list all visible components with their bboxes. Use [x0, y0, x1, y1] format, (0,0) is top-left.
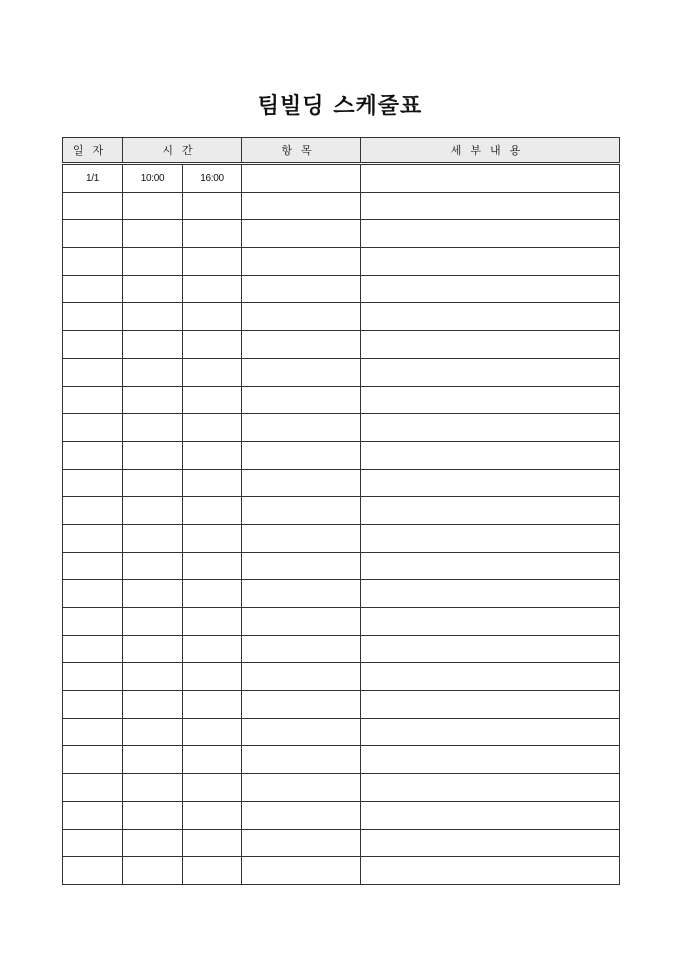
cell-date: [63, 331, 123, 359]
table-row: [63, 303, 620, 331]
cell-item: [242, 746, 361, 774]
table-row: [63, 164, 620, 193]
cell-details: [361, 441, 620, 469]
cell-item: [242, 192, 361, 220]
cell-start-time: [123, 746, 183, 774]
cell-start-time: [123, 275, 183, 303]
cell-item: [242, 580, 361, 608]
page-title: 팀빌딩 스케줄표: [257, 94, 423, 119]
table-row: [63, 691, 620, 719]
cell-item: [242, 331, 361, 359]
table-row: [63, 774, 620, 802]
cell-date: [63, 829, 123, 857]
cell-date: [63, 275, 123, 303]
table-row: [63, 608, 620, 636]
cell-date: [63, 552, 123, 580]
cell-start-time: [123, 524, 183, 552]
cell-end-time: [183, 524, 242, 552]
cell-date: [63, 220, 123, 248]
table-row: [63, 414, 620, 442]
schedule-table: [62, 137, 620, 885]
cell-item: [242, 220, 361, 248]
cell-start-time: [123, 358, 183, 386]
cell-item: [242, 303, 361, 331]
cell-date: [63, 441, 123, 469]
table-row: [63, 829, 620, 857]
cell-end-time: [183, 497, 242, 525]
table-row: [63, 331, 620, 359]
cell-start-time: [123, 829, 183, 857]
table-row: [63, 663, 620, 691]
cell-end-time: [183, 691, 242, 719]
cell-date: [63, 303, 123, 331]
cell-date: 1/1: [63, 164, 123, 193]
cell-date: [63, 414, 123, 442]
cell-details: [361, 469, 620, 497]
cell-end-time: [183, 469, 242, 497]
cell-start-time: [123, 718, 183, 746]
cell-item: [242, 497, 361, 525]
cell-end-time: [183, 857, 242, 885]
cell-item: [242, 469, 361, 497]
cell-item: [242, 524, 361, 552]
table-row: [63, 192, 620, 220]
cell-date: [63, 635, 123, 663]
cell-details: [361, 857, 620, 885]
cell-start-time: [123, 801, 183, 829]
cell-item: [242, 248, 361, 276]
cell-details: [361, 275, 620, 303]
cell-item: [242, 663, 361, 691]
cell-item: [242, 414, 361, 442]
cell-end-time: [183, 358, 242, 386]
cell-details: [361, 635, 620, 663]
cell-date: [63, 580, 123, 608]
cell-item: [242, 164, 361, 193]
cell-start-time: [123, 497, 183, 525]
cell-date: [63, 801, 123, 829]
table-row: [63, 524, 620, 552]
cell-end-time: [183, 718, 242, 746]
cell-details: [361, 774, 620, 802]
cell-end-time: [183, 192, 242, 220]
cell-end-time: [183, 580, 242, 608]
cell-date: [63, 497, 123, 525]
table-row: [63, 386, 620, 414]
cell-details: [361, 580, 620, 608]
table-row: [63, 220, 620, 248]
cell-start-time: [123, 469, 183, 497]
cell-date: [63, 358, 123, 386]
cell-details: [361, 358, 620, 386]
cell-item: [242, 635, 361, 663]
cell-end-time: [183, 248, 242, 276]
table-row: [63, 857, 620, 885]
cell-details: [361, 331, 620, 359]
cell-details: [361, 746, 620, 774]
cell-start-time: [123, 414, 183, 442]
cell-end-time: [183, 663, 242, 691]
cell-start-time: [123, 552, 183, 580]
header-details: 세부내용: [361, 138, 620, 164]
cell-details: [361, 220, 620, 248]
cell-details: [361, 691, 620, 719]
cell-start-time: [123, 303, 183, 331]
cell-start-time: [123, 220, 183, 248]
cell-date: [63, 386, 123, 414]
cell-end-time: [183, 829, 242, 857]
cell-item: [242, 608, 361, 636]
cell-start-time: [123, 386, 183, 414]
cell-start-time: [123, 192, 183, 220]
cell-start-time: [123, 857, 183, 885]
header-row: [63, 138, 620, 164]
table-row: [63, 801, 620, 829]
table-row: [63, 635, 620, 663]
cell-end-time: [183, 303, 242, 331]
cell-date: [63, 774, 123, 802]
cell-item: [242, 441, 361, 469]
table-row: [63, 469, 620, 497]
cell-end-time: [183, 220, 242, 248]
cell-start-time: [123, 691, 183, 719]
cell-details: [361, 718, 620, 746]
cell-item: [242, 774, 361, 802]
header-item: 항목: [242, 138, 361, 164]
cell-end-time: [183, 746, 242, 774]
cell-start-time: [123, 331, 183, 359]
table-row: [63, 552, 620, 580]
cell-end-time: [183, 275, 242, 303]
cell-start-time: 10:00: [123, 164, 183, 193]
cell-details: [361, 248, 620, 276]
cell-details: [361, 552, 620, 580]
cell-item: [242, 857, 361, 885]
table-row: [63, 497, 620, 525]
cell-start-time: [123, 580, 183, 608]
cell-details: [361, 829, 620, 857]
cell-date: [63, 746, 123, 774]
table-row: [63, 746, 620, 774]
cell-date: [63, 192, 123, 220]
cell-details: [361, 801, 620, 829]
cell-start-time: [123, 441, 183, 469]
table-row: [63, 248, 620, 276]
cell-end-time: [183, 441, 242, 469]
header-time: 시간: [123, 138, 242, 164]
cell-date: [63, 469, 123, 497]
cell-date: [63, 691, 123, 719]
cell-details: [361, 663, 620, 691]
cell-start-time: [123, 663, 183, 691]
cell-details: [361, 524, 620, 552]
cell-item: [242, 801, 361, 829]
table-row: [63, 441, 620, 469]
header-date: 일자: [63, 138, 123, 164]
cell-end-time: [183, 331, 242, 359]
cell-details: [361, 386, 620, 414]
cell-end-time: [183, 414, 242, 442]
cell-item: [242, 386, 361, 414]
cell-details: [361, 164, 620, 193]
cell-details: [361, 497, 620, 525]
table-row: [63, 580, 620, 608]
cell-item: [242, 691, 361, 719]
cell-details: [361, 192, 620, 220]
table-row: [63, 275, 620, 303]
cell-details: [361, 303, 620, 331]
cell-date: [63, 857, 123, 885]
cell-end-time: [183, 608, 242, 636]
cell-date: [63, 718, 123, 746]
cell-start-time: [123, 774, 183, 802]
cell-details: [361, 608, 620, 636]
cell-date: [63, 524, 123, 552]
table-row: [63, 718, 620, 746]
cell-start-time: [123, 608, 183, 636]
cell-end-time: 16:00: [183, 164, 242, 193]
cell-details: [361, 414, 620, 442]
cell-start-time: [123, 248, 183, 276]
cell-item: [242, 275, 361, 303]
cell-start-time: [123, 635, 183, 663]
cell-end-time: [183, 552, 242, 580]
table-body: [63, 164, 620, 885]
cell-item: [242, 718, 361, 746]
cell-end-time: [183, 635, 242, 663]
cell-end-time: [183, 386, 242, 414]
cell-date: [63, 663, 123, 691]
cell-date: [63, 608, 123, 636]
cell-item: [242, 829, 361, 857]
cell-item: [242, 358, 361, 386]
cell-date: [63, 248, 123, 276]
cell-end-time: [183, 774, 242, 802]
table-row: [63, 358, 620, 386]
cell-end-time: [183, 801, 242, 829]
cell-item: [242, 552, 361, 580]
